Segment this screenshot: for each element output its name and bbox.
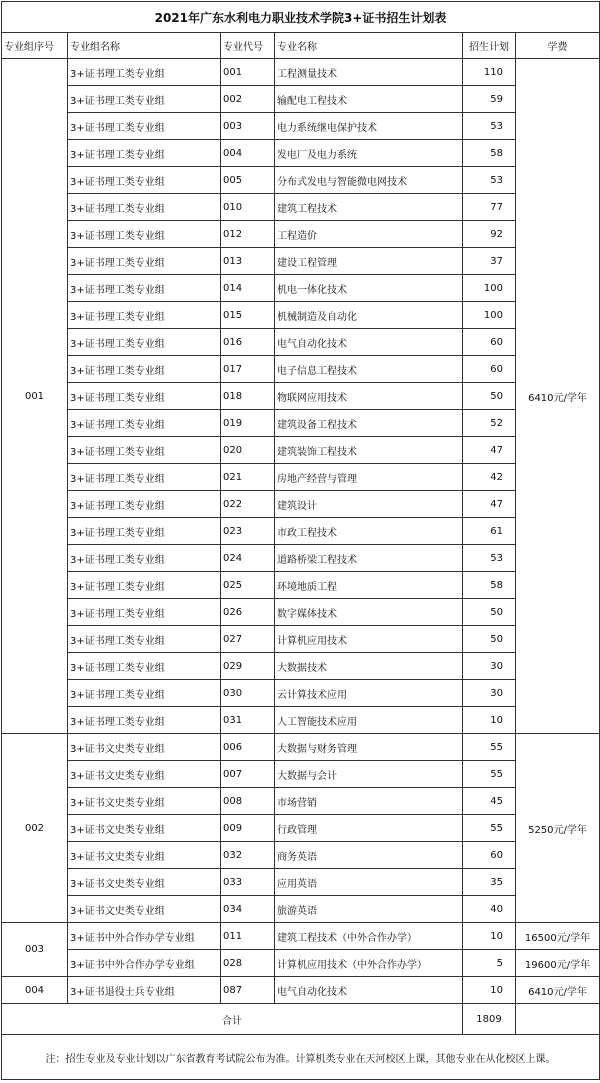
major-name-cell: 市场营销 [275,788,463,815]
table-row [2,626,600,653]
table-row [2,464,600,491]
major-code-cell: 025 [221,572,275,599]
table-row [2,491,600,518]
major-name-cell: 市政工程技术 [275,518,463,545]
group-name-cell: 3+证书理工类专业组 [68,194,221,221]
group-name-cell: 3+证书理工类专业组 [68,680,221,707]
group-name-cell: 3+证书理工类专业组 [68,248,221,275]
group-name-cell: 3+证书理工类专业组 [68,599,221,626]
major-name-cell: 房地产经营与管理 [275,464,463,491]
major-code-cell: 023 [221,518,275,545]
table-row [2,275,600,302]
table-row [2,815,600,842]
major-code-cell: 031 [221,707,275,734]
plan-count-cell: 52 [463,410,516,437]
major-name-cell: 商务英语 [275,842,463,869]
major-code-cell: 004 [221,140,275,167]
major-code-cell: 032 [221,842,275,869]
table-row [2,140,600,167]
major-code-cell: 026 [221,599,275,626]
group-name-cell: 3+证书理工类专业组 [68,275,221,302]
major-name-cell: 计算机应用技术（中外合作办学） [275,950,463,977]
plan-count-cell: 92 [463,221,516,248]
group-name-cell: 3+证书理工类专业组 [68,707,221,734]
major-code-cell: 018 [221,383,275,410]
header-plan: 招生计划 [463,33,516,59]
plan-count-cell: 40 [463,896,516,923]
header-group-no: 专业组序号 [2,33,68,59]
header-group-name: 专业组名称 [68,33,221,59]
major-name-cell: 大数据技术 [275,653,463,680]
plan-count-cell: 30 [463,653,516,680]
group-name-cell: 3+证书理工类专业组 [68,545,221,572]
major-name-cell: 计算机应用技术 [275,626,463,653]
plan-count-cell: 37 [463,248,516,275]
tuition-fee-cell: 6410元/学年 [516,977,600,1004]
major-code-cell: 030 [221,680,275,707]
table-title: 2021年广东水利电力职业技术学院3+证书招生计划表 [2,2,600,33]
major-code-cell: 087 [221,977,275,1004]
header-row [2,33,600,59]
major-name-cell: 应用英语 [275,869,463,896]
group-name-cell: 3+证书理工类专业组 [68,59,221,86]
header-fee: 学费 [516,33,600,59]
group-name-cell: 3+证书文史类专业组 [68,869,221,896]
plan-count-cell: 58 [463,140,516,167]
major-code-cell: 022 [221,491,275,518]
major-code-cell: 029 [221,653,275,680]
major-code-cell: 015 [221,302,275,329]
group-name-cell: 3+证书退役士兵专业组 [68,977,221,1004]
major-code-cell: 019 [221,410,275,437]
table-row [2,302,600,329]
tuition-fee-cell: 6410元/学年 [516,59,600,734]
table-row [2,734,600,761]
major-name-cell: 云计算技术应用 [275,680,463,707]
major-code-cell: 001 [221,59,275,86]
table-row [2,572,600,599]
table-row [2,842,600,869]
table-row [2,167,600,194]
major-code-cell: 028 [221,950,275,977]
major-code-cell: 006 [221,734,275,761]
tuition-fee-cell: 5250元/学年 [516,734,600,923]
major-name-cell: 建筑设计 [275,491,463,518]
major-code-cell: 011 [221,923,275,950]
major-code-cell: 009 [221,815,275,842]
major-code-cell: 003 [221,113,275,140]
major-name-cell: 建设工程管理 [275,248,463,275]
major-name-cell: 建筑工程技术 [275,194,463,221]
group-name-cell: 3+证书文史类专业组 [68,896,221,923]
plan-count-cell: 77 [463,194,516,221]
group-name-cell: 3+证书理工类专业组 [68,356,221,383]
plan-count-cell: 10 [463,977,516,1004]
table-row [2,221,600,248]
group-number-cell: 001 [2,59,68,734]
table-row [2,248,600,275]
footnote: 注：招生专业及专业计划以广东省教育考试院公布为准。计算机类专业在天河校区上课，其他专业在从化校区上课。 [2,1035,600,1080]
group-name-cell: 3+证书文史类专业组 [68,842,221,869]
major-name-cell: 输配电工程技术 [275,86,463,113]
major-name-cell: 电子信息工程技术 [275,356,463,383]
plan-count-cell: 53 [463,167,516,194]
major-code-cell: 014 [221,275,275,302]
plan-count-cell: 53 [463,545,516,572]
major-name-cell: 行政管理 [275,815,463,842]
group-name-cell: 3+证书理工类专业组 [68,653,221,680]
group-name-cell: 3+证书理工类专业组 [68,383,221,410]
group-name-cell: 3+证书理工类专业组 [68,491,221,518]
group-name-cell: 3+证书中外合作办学专业组 [68,923,221,950]
table-row [2,59,600,86]
major-code-cell: 002 [221,86,275,113]
plan-count-cell: 50 [463,626,516,653]
plan-count-cell: 110 [463,59,516,86]
group-name-cell: 3+证书理工类专业组 [68,410,221,437]
major-code-cell: 033 [221,869,275,896]
group-number-cell: 004 [2,977,68,1004]
major-code-cell: 012 [221,221,275,248]
major-name-cell: 旅游英语 [275,896,463,923]
group-name-cell: 3+证书理工类专业组 [68,464,221,491]
group-name-cell: 3+证书理工类专业组 [68,437,221,464]
plan-count-cell: 50 [463,599,516,626]
table-row [2,194,600,221]
major-code-cell: 034 [221,896,275,923]
plan-count-cell: 30 [463,680,516,707]
group-number-cell: 003 [2,923,68,977]
plan-count-cell: 100 [463,275,516,302]
plan-count-cell: 5 [463,950,516,977]
table-row [2,923,600,950]
group-name-cell: 3+证书理工类专业组 [68,221,221,248]
plan-count-cell: 60 [463,356,516,383]
total-label: 合计 [2,1004,463,1035]
group-name-cell: 3+证书理工类专业组 [68,329,221,356]
total-row [2,1004,600,1035]
table-row [2,518,600,545]
major-name-cell: 人工智能技术应用 [275,707,463,734]
major-name-cell: 建筑装饰工程技术 [275,437,463,464]
table-row [2,761,600,788]
plan-count-cell: 50 [463,383,516,410]
table-row [2,680,600,707]
group-name-cell: 3+证书理工类专业组 [68,167,221,194]
major-name-cell: 建筑设备工程技术 [275,410,463,437]
table-row [2,545,600,572]
major-name-cell: 建筑工程技术（中外合作办学） [275,923,463,950]
major-name-cell: 环境地质工程 [275,572,463,599]
major-name-cell: 发电厂及电力系统 [275,140,463,167]
plan-count-cell: 42 [463,464,516,491]
enrollment-plan-table [1,1,600,1080]
major-code-cell: 005 [221,167,275,194]
major-code-cell: 020 [221,437,275,464]
major-name-cell: 物联网应用技术 [275,383,463,410]
major-name-cell: 机械制造及自动化 [275,302,463,329]
group-name-cell: 3+证书文史类专业组 [68,761,221,788]
major-code-cell: 007 [221,761,275,788]
table-row [2,788,600,815]
major-code-cell: 017 [221,356,275,383]
group-name-cell: 3+证书理工类专业组 [68,113,221,140]
plan-count-cell: 59 [463,86,516,113]
group-name-cell: 3+证书中外合作办学专业组 [68,950,221,977]
major-name-cell: 电力系统继电保护技术 [275,113,463,140]
table-row [2,86,600,113]
table-row [2,896,600,923]
plan-count-cell: 58 [463,572,516,599]
plan-count-cell: 61 [463,518,516,545]
group-name-cell: 3+证书理工类专业组 [68,140,221,167]
table-row [2,113,600,140]
table-row [2,707,600,734]
group-name-cell: 3+证书理工类专业组 [68,572,221,599]
major-code-cell: 013 [221,248,275,275]
table-row [2,383,600,410]
tuition-fee-cell: 16500元/学年 [516,923,600,950]
major-name-cell: 道路桥梁工程技术 [275,545,463,572]
total-value: 1809 [463,1004,516,1035]
table-row [2,950,600,977]
table-row [2,869,600,896]
major-code-cell: 027 [221,626,275,653]
major-name-cell: 工程测量技术 [275,59,463,86]
plan-count-cell: 53 [463,113,516,140]
table-row [2,356,600,383]
plan-count-cell: 10 [463,707,516,734]
major-name-cell: 电气自动化技术 [275,977,463,1004]
table-row [2,437,600,464]
group-name-cell: 3+证书文史类专业组 [68,734,221,761]
major-code-cell: 024 [221,545,275,572]
enrollment-plan-document [1,1,599,1081]
major-code-cell: 010 [221,194,275,221]
group-name-cell: 3+证书理工类专业组 [68,86,221,113]
major-name-cell: 分布式发电与智能微电网技术 [275,167,463,194]
table-row [2,410,600,437]
group-name-cell: 3+证书文史类专业组 [68,788,221,815]
group-number-cell: 002 [2,734,68,923]
table-row [2,599,600,626]
table-row [2,329,600,356]
plan-count-cell: 47 [463,437,516,464]
major-name-cell: 大数据与财务管理 [275,734,463,761]
plan-count-cell: 55 [463,815,516,842]
total-empty-cell [516,1004,600,1035]
plan-count-cell: 60 [463,329,516,356]
major-name-cell: 机电一体化技术 [275,275,463,302]
plan-count-cell: 35 [463,869,516,896]
plan-count-cell: 55 [463,734,516,761]
major-code-cell: 016 [221,329,275,356]
major-name-cell: 工程造价 [275,221,463,248]
major-code-cell: 021 [221,464,275,491]
note-row [2,1035,600,1080]
major-name-cell: 电气自动化技术 [275,329,463,356]
header-major-name: 专业名称 [275,33,463,59]
header-major-code: 专业代号 [221,33,275,59]
plan-count-cell: 45 [463,788,516,815]
tuition-fee-cell: 19600元/学年 [516,950,600,977]
group-name-cell: 3+证书理工类专业组 [68,302,221,329]
major-code-cell: 008 [221,788,275,815]
table-row [2,977,600,1004]
group-name-cell: 3+证书理工类专业组 [68,626,221,653]
group-name-cell: 3+证书文史类专业组 [68,815,221,842]
plan-count-cell: 10 [463,923,516,950]
plan-count-cell: 47 [463,491,516,518]
table-row [2,653,600,680]
major-name-cell: 大数据与会计 [275,761,463,788]
plan-count-cell: 100 [463,302,516,329]
plan-count-cell: 60 [463,842,516,869]
group-name-cell: 3+证书理工类专业组 [68,518,221,545]
plan-count-cell: 55 [463,761,516,788]
major-name-cell: 数字媒体技术 [275,599,463,626]
